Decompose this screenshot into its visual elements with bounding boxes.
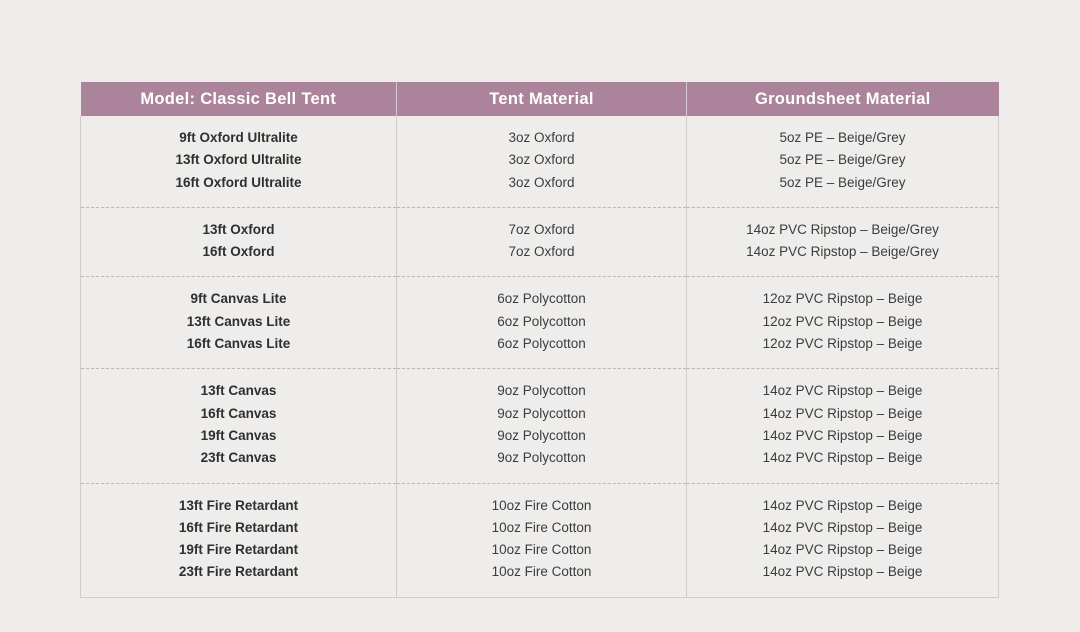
cell-tent-material-line: 10oz Fire Cotton	[491, 497, 592, 513]
cell-tent-material	[397, 277, 687, 369]
cell-tent-material-line: 9oz Polycotton	[497, 427, 586, 443]
cell-model-line: 16ft Canvas Lite	[186, 336, 291, 352]
cell-model-line: 13ft Canvas	[200, 383, 277, 399]
cell-groundsheet-material-line: 14oz PVC Ripstop – Beige	[762, 542, 923, 558]
cell-model-line: 16ft Fire Retardant	[178, 519, 299, 535]
cell-model	[81, 369, 397, 483]
cell-tent-material-line: 10oz Fire Cotton	[491, 542, 592, 558]
cell-model-line: 23ft Canvas	[200, 450, 277, 466]
cell-groundsheet-material	[687, 369, 999, 483]
cell-groundsheet-material-line: 5oz PE – Beige/Grey	[779, 130, 906, 145]
table-body	[81, 116, 999, 597]
cell-tent-material-line: 9oz Polycotton	[497, 383, 586, 399]
cell-groundsheet-material-line: 5oz PE – Beige/Grey	[779, 152, 906, 168]
cell-groundsheet-material-line: 14oz PVC Ripstop – Beige	[762, 564, 923, 580]
cell-groundsheet-material-line: 14oz PVC Ripstop – Beige/Grey	[746, 221, 939, 237]
table-header-row	[81, 82, 999, 116]
spec-table-container	[80, 82, 998, 598]
cell-groundsheet-material-line: 12oz PVC Ripstop – Beige	[762, 313, 923, 329]
cell-tent-material-line: 7oz Oxford	[508, 244, 575, 260]
cell-model-line: 16ft Oxford Ultralite	[175, 174, 302, 190]
cell-tent-material-line: 3oz Oxford	[508, 174, 575, 190]
cell-groundsheet-material-line: 5oz PE – Beige/Grey	[779, 174, 906, 190]
cell-tent-material	[397, 483, 687, 597]
cell-tent-material-line: 10oz Fire Cotton	[491, 564, 592, 580]
cell-groundsheet-material	[687, 277, 999, 369]
cell-groundsheet-material-line: 14oz PVC Ripstop – Beige	[762, 383, 923, 399]
cell-model-line: 23ft Fire Retardant	[178, 564, 299, 580]
cell-groundsheet-material-line: 12oz PVC Ripstop – Beige	[762, 291, 923, 307]
cell-groundsheet-material-line: 14oz PVC Ripstop – Beige	[762, 497, 923, 513]
cell-groundsheet-material	[687, 483, 999, 597]
cell-model-line: 13ft Fire Retardant	[178, 497, 299, 513]
cell-model-line: 13ft Oxford	[202, 221, 275, 237]
cell-tent-material	[397, 116, 687, 207]
cell-groundsheet-material-line: 14oz PVC Ripstop – Beige	[762, 427, 923, 443]
table-row	[81, 207, 999, 277]
cell-model	[81, 116, 397, 207]
table-row	[81, 277, 999, 369]
cell-groundsheet-material-line: 14oz PVC Ripstop – Beige	[762, 405, 923, 421]
cell-tent-material-line: 3oz Oxford	[508, 152, 575, 168]
cell-tent-material-line: 3oz Oxford	[508, 130, 575, 145]
cell-tent-material	[397, 369, 687, 483]
cell-model-line: 13ft Canvas Lite	[186, 313, 291, 329]
cell-groundsheet-material	[687, 207, 999, 277]
cell-tent-material-line: 9oz Polycotton	[497, 405, 586, 421]
cell-model	[81, 207, 397, 277]
cell-groundsheet-material-line: 14oz PVC Ripstop – Beige	[762, 519, 923, 535]
column-header-model: Model: Classic Bell Tent	[81, 82, 397, 116]
cell-model-line: 19ft Fire Retardant	[178, 542, 299, 558]
table-row	[81, 483, 999, 597]
cell-groundsheet-material-line: 12oz PVC Ripstop – Beige	[762, 336, 923, 352]
cell-tent-material	[397, 207, 687, 277]
cell-model-line: 16ft Canvas	[200, 405, 277, 421]
cell-tent-material-line: 7oz Oxford	[508, 221, 575, 237]
cell-tent-material-line: 10oz Fire Cotton	[491, 519, 592, 535]
cell-model-line: 9ft Canvas Lite	[190, 291, 287, 307]
table-row	[81, 369, 999, 483]
table-header	[81, 82, 999, 116]
column-header-tent-material: Tent Material	[397, 82, 687, 116]
cell-model-line: 16ft Oxford	[202, 244, 275, 260]
cell-tent-material-line: 6oz Polycotton	[497, 291, 586, 307]
cell-model-line: 13ft Oxford Ultralite	[175, 152, 302, 168]
cell-model-line: 9ft Oxford Ultralite	[179, 130, 298, 145]
cell-model-line: 19ft Canvas	[200, 427, 277, 443]
column-header-groundsheet-material: Groundsheet Material	[687, 82, 999, 116]
cell-groundsheet-material-line: 14oz PVC Ripstop – Beige	[762, 450, 923, 466]
cell-tent-material-line: 6oz Polycotton	[497, 313, 586, 329]
cell-groundsheet-material	[687, 116, 999, 207]
cell-tent-material-line: 6oz Polycotton	[497, 336, 586, 352]
tent-specification-table	[80, 82, 999, 598]
table-row	[81, 116, 999, 207]
cell-tent-material-line: 9oz Polycotton	[497, 450, 586, 466]
cell-model	[81, 483, 397, 597]
cell-groundsheet-material-line: 14oz PVC Ripstop – Beige/Grey	[746, 244, 939, 260]
cell-model	[81, 277, 397, 369]
